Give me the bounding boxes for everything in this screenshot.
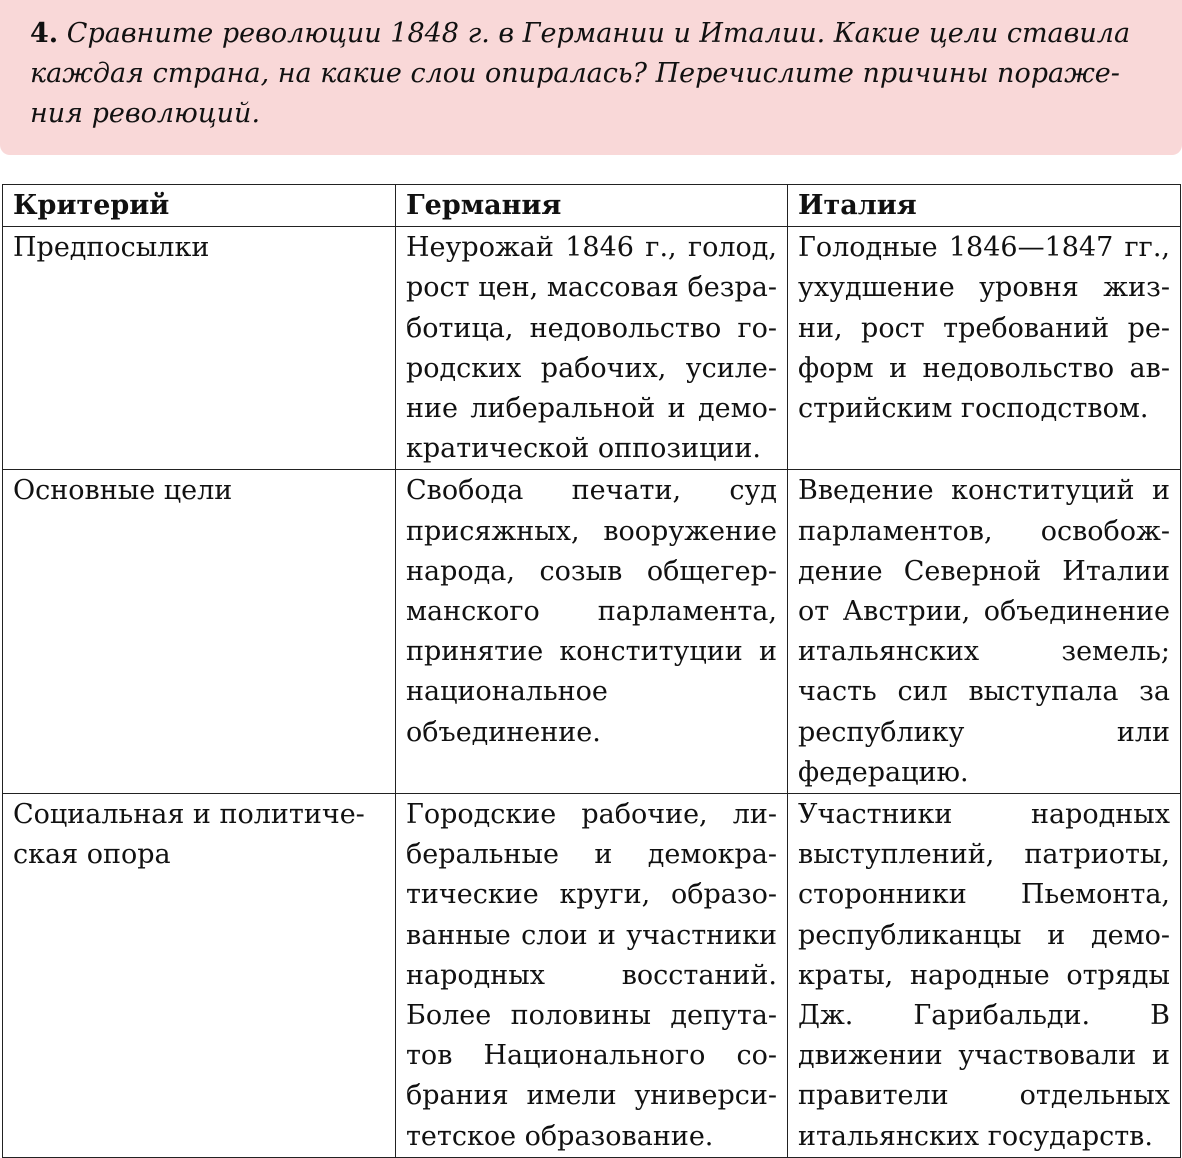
cell-italy <box>788 794 1181 1158</box>
comparison-table-wrapper <box>2 184 1180 1158</box>
task-number: 4. <box>30 18 59 49</box>
task-question: Сравните революции 1848 г. в Германии и Италии. Какие цели ставила каждая страна, на какие слои опиралась? Перечислите причины поражения революций. <box>30 18 1131 129</box>
table-row <box>3 470 1181 794</box>
germany-text: Свобода печати, суд присяжных, вооружение народа, созыв общегерманского парламента, принятие конституции и национальное объединение. <box>406 475 777 748</box>
comparison-table <box>2 184 1181 1158</box>
germany-text: Неурожай 1846 г., голод, рост цен, массовая безработица, недовольство городских рабочих, усиление либеральной и демократической оппозиции. <box>406 232 777 465</box>
criterion-text: Предпосылки <box>13 232 210 264</box>
cell-criterion <box>3 794 396 1158</box>
italy-text: Введение конституций и парламентов, освобождение Северной Италии от Австрии, объединение итальянских земель; часть сил выступала за республику или федерацию. <box>798 475 1170 788</box>
cell-germany <box>396 470 788 794</box>
task-text <box>30 14 1152 134</box>
cell-criterion <box>3 227 396 470</box>
italy-text: Голодные 1846—1847 гг., ухудшение уровня жизни, рост требований реформ и недовольство австрийским господством. <box>798 232 1170 425</box>
cell-italy <box>788 470 1181 794</box>
header-germany: Германия <box>396 185 788 227</box>
criterion-text: Основные цели <box>13 475 233 507</box>
criterion-text: Социальная и политическая опора <box>13 799 365 871</box>
italy-text: Участники народных выступлений, патриоты, сторонники Пьемонта, республиканцы и демократы, народные отряды Дж. Гарибальди. В движении участвовали и правители отдельных итальянских государств. <box>798 799 1170 1152</box>
table-header-row <box>3 185 1181 227</box>
germany-text: Городские рабочие, либеральные и демократические круги, образованные слои и участники народных восстаний. Более половины депутатов Национального собрания имели университетское образование. <box>406 799 777 1152</box>
cell-italy <box>788 227 1181 470</box>
cell-germany <box>396 227 788 470</box>
table-row <box>3 794 1181 1158</box>
header-italy: Италия <box>788 185 1181 227</box>
cell-criterion <box>3 470 396 794</box>
task-box <box>0 0 1182 155</box>
header-criterion: Критерий <box>3 185 396 227</box>
table-row <box>3 227 1181 470</box>
cell-germany <box>396 794 788 1158</box>
